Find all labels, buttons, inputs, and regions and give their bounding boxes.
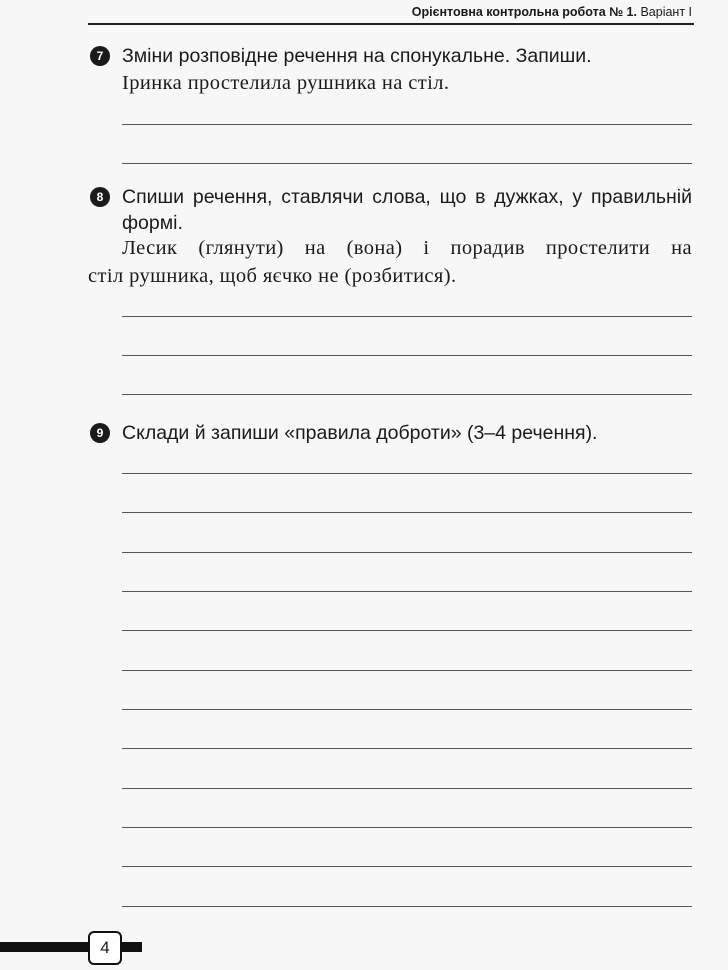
answer-line[interactable] xyxy=(122,355,692,356)
answer-line[interactable] xyxy=(122,124,692,125)
answer-line[interactable] xyxy=(122,591,692,592)
page-header xyxy=(412,5,692,19)
page-number: 4 xyxy=(88,931,122,965)
task-7-number-badge: 7 xyxy=(90,46,110,66)
task-7-instruction: Зміни розповідне речення на спонукальне. Запиши. xyxy=(122,45,592,67)
footer-bar-right xyxy=(122,942,142,952)
answer-line[interactable] xyxy=(122,788,692,789)
task-8-number-badge: 8 xyxy=(90,187,110,207)
answer-line[interactable] xyxy=(122,163,692,164)
header-rule xyxy=(88,23,694,25)
footer-bar-left xyxy=(0,942,90,952)
answer-line[interactable] xyxy=(122,473,692,474)
answer-line[interactable] xyxy=(122,709,692,710)
header-title: Орієнтовна контрольна робота № 1. xyxy=(411,5,637,19)
task-8-sentence-line-1: Лесик (глянути) на (вона) і порадив простелити на xyxy=(122,237,692,259)
task-8-sentence-line-2: стіл рушника, щоб яєчко не (розбитися). xyxy=(88,265,457,287)
task-8-instruction-line-1: Спиши речення, ставлячи слова, що в дужках, у правильній xyxy=(122,186,692,208)
answer-line[interactable] xyxy=(122,512,692,513)
answer-line[interactable] xyxy=(122,906,692,907)
answer-line[interactable] xyxy=(122,748,692,749)
task-9-number-badge: 9 xyxy=(90,423,110,443)
header-variant: Варіант І xyxy=(640,5,692,19)
task-9-instruction: Склади й запиши «правила доброти» (3–4 речення). xyxy=(122,422,598,444)
task-8-instruction-line-2: формі. xyxy=(122,212,183,234)
task-7-sentence: Іринка простелила рушника на стіл. xyxy=(122,72,450,94)
answer-line[interactable] xyxy=(122,316,692,317)
answer-line[interactable] xyxy=(122,670,692,671)
answer-line[interactable] xyxy=(122,394,692,395)
answer-line[interactable] xyxy=(122,552,692,553)
answer-line[interactable] xyxy=(122,630,692,631)
answer-line[interactable] xyxy=(122,827,692,828)
answer-line[interactable] xyxy=(122,866,692,867)
